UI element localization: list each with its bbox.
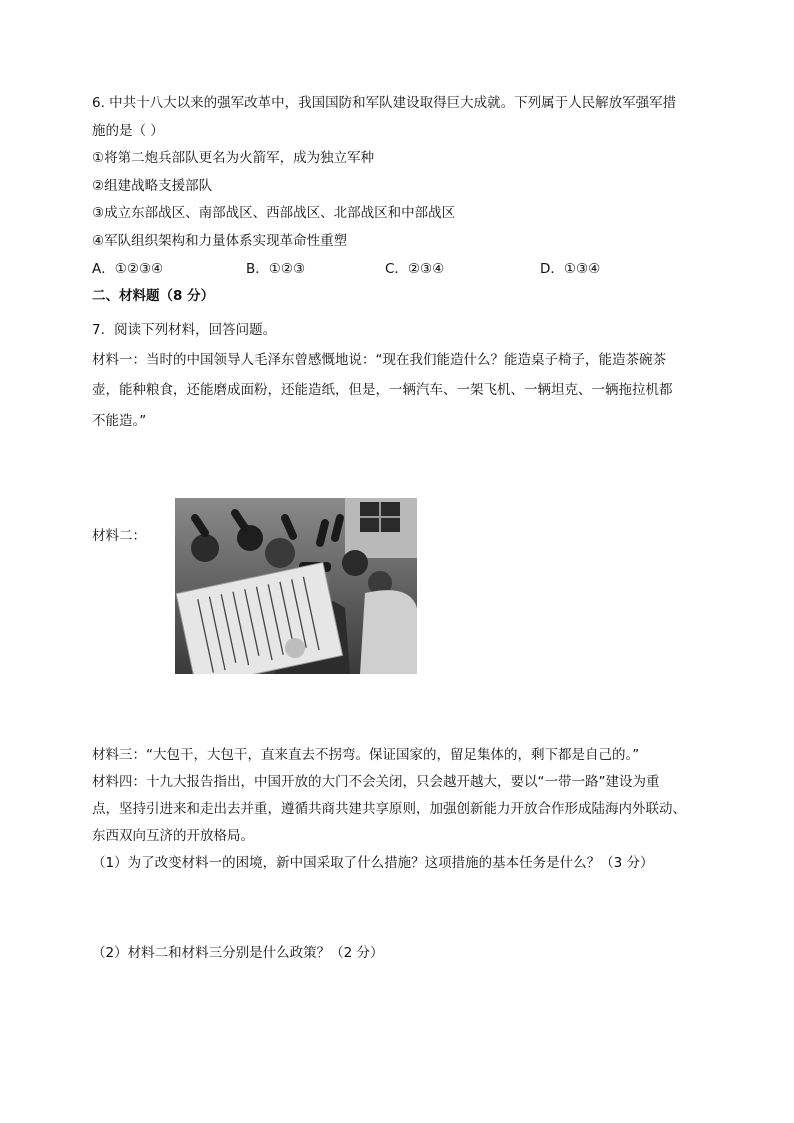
q6-item-1: ①将第二炮兵部队更名为火箭军，成为独立军种 xyxy=(92,150,375,166)
material2-photo xyxy=(175,498,417,674)
q6-option-a: A．①②③④ xyxy=(92,261,164,277)
q7-subquestion-2: （2）材料二和材料三分别是什么政策？（2 分） xyxy=(92,945,384,961)
material1-line2: 壶，能种粮食，还能磨成面粉，还能造纸，但是，一辆汽车、一架飞机、一辆坦克、一辆拖拉机都 xyxy=(92,382,673,398)
q6-item-2: ②组建战略支援部队 xyxy=(92,178,213,194)
q6-stem-line1: 6. 中共十八大以来的强军改革中，我国国防和军队建设取得巨大成就。下列属于人民解放军强军措 xyxy=(92,95,677,111)
q6-item-3: ③成立东部战区、南部战区、西部战区、北部战区和中部战区 xyxy=(92,205,456,221)
q6-item-4: ④军队组织架构和力量体系实现革命性重塑 xyxy=(92,233,348,249)
q6-option-c: C．②③④ xyxy=(385,261,445,277)
q6-option-d: D．①③④ xyxy=(540,261,601,277)
q6-stem-line2: 施的是（ ） xyxy=(92,123,164,139)
material4-line1: 材料四：十九大报告指出，中国开放的大门不会关闭，只会越开越大，要以“一带一路”建设为重 xyxy=(92,774,660,790)
material2-label: 材料二： xyxy=(92,528,146,544)
q7-intro: 7．阅读下列材料，回答问题。 xyxy=(92,322,277,338)
q7-subquestion-1: （1）为了改变材料一的困境，新中国采取了什么措施？这项措施的基本任务是什么？（3 分） xyxy=(92,855,654,871)
photo-crowd-holding-document-icon xyxy=(175,498,417,674)
section2-heading: 二、材料题（8 分） xyxy=(92,288,215,304)
material4-line3: 东西双向互济的开放格局。 xyxy=(92,828,254,844)
material3: 材料三：“大包干，大包干，直来直去不拐弯。保证国家的，留足集体的，剩下都是自己的。” xyxy=(92,747,640,763)
q6-option-b: B．①②③ xyxy=(246,261,306,277)
material4-line2: 点，坚持引进来和走出去并重，遵循共商共建共享原则，加强创新能力开放合作形成陆海内外联动、 xyxy=(92,801,686,817)
material1-line3: 不能造。” xyxy=(92,413,147,429)
material1-line1: 材料一：当时的中国领导人毛泽东曾感慨地说：“现在我们能造什么？能造桌子椅子，能造茶碗茶 xyxy=(92,352,666,368)
